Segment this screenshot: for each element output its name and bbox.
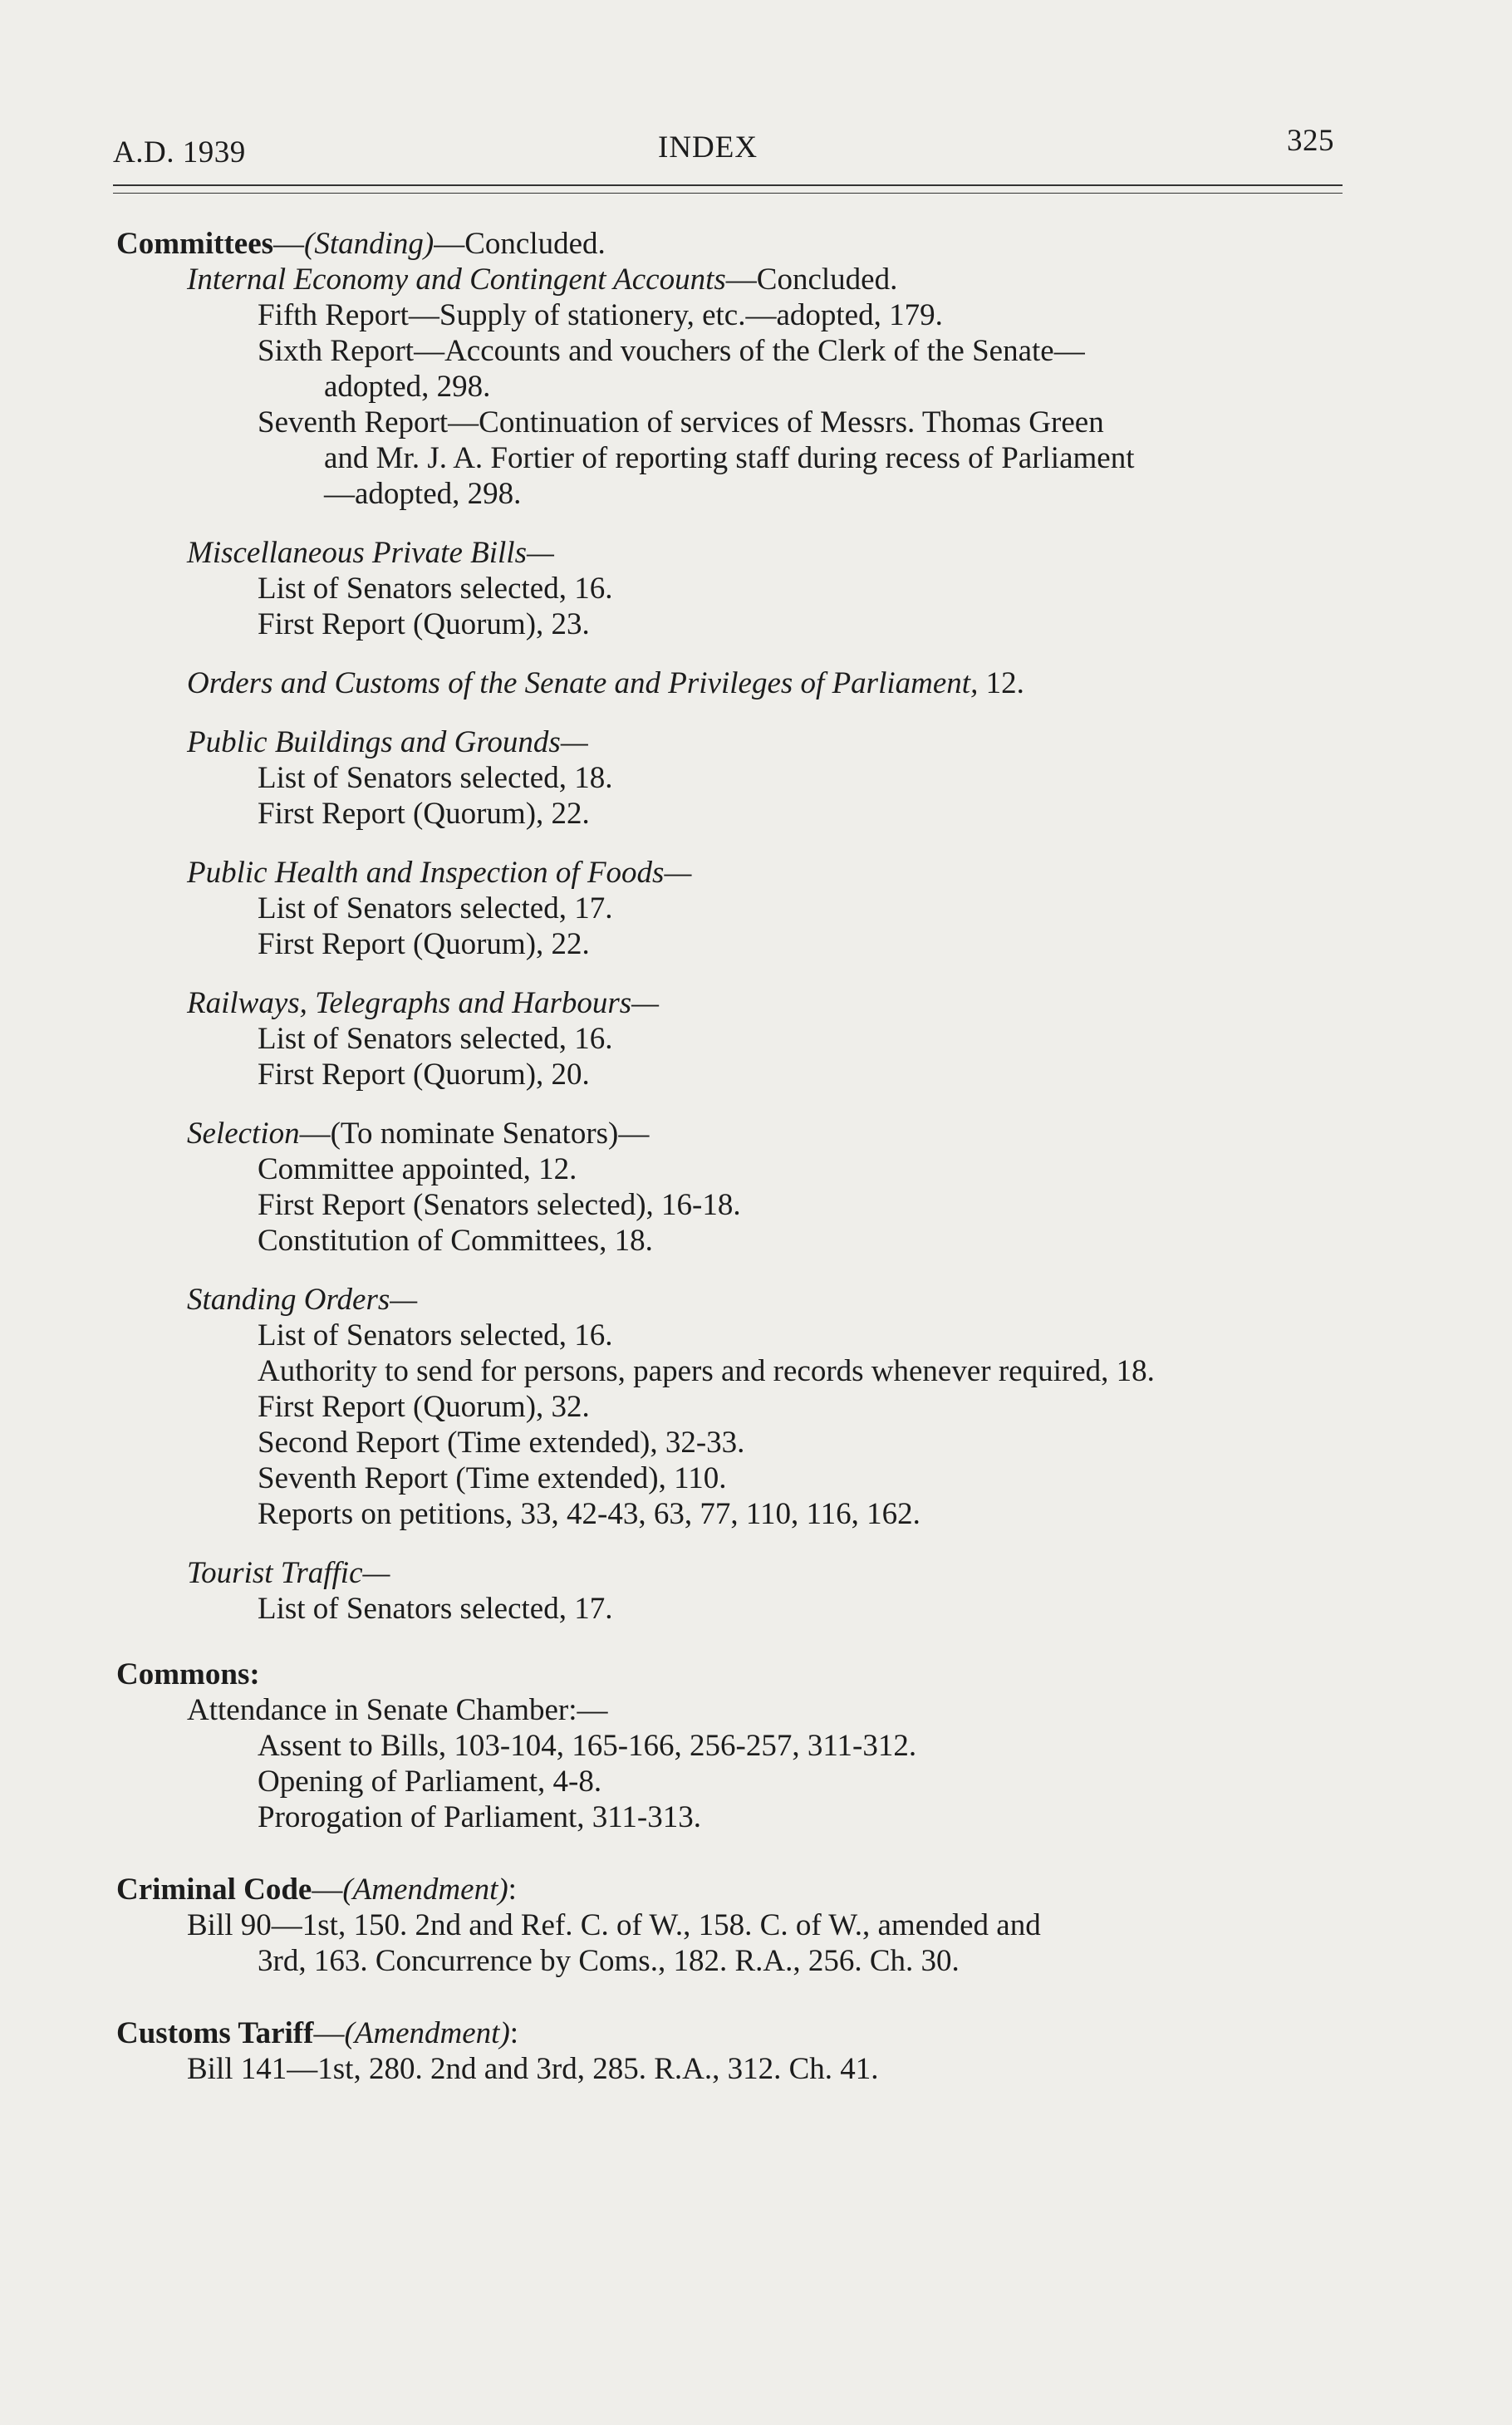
index-line: First Report (Senators selected), 16-18. bbox=[258, 1188, 741, 1222]
index-line: First Report (Quorum), 22. bbox=[258, 797, 590, 831]
index-line: First Report (Quorum), 22. bbox=[258, 927, 590, 961]
index-line: Fifth Report—Supply of stationery, etc.—adopted, 179. bbox=[258, 298, 943, 332]
commons-heading: Commons: bbox=[116, 1657, 260, 1691]
index-line: Committee appointed, 12. bbox=[258, 1152, 577, 1186]
index-line: and Mr. J. A. Fortier of reporting staff during recess of Parliament bbox=[324, 441, 1135, 475]
subentry-title bbox=[116, 262, 1362, 297]
subentry-title-rest: —(To nominate Senators)— bbox=[299, 1117, 650, 1151]
page-number: 325 bbox=[1287, 124, 1334, 158]
heading-italic: (Standing) bbox=[304, 227, 434, 261]
subentry-title: Public Buildings and Grounds— bbox=[187, 725, 588, 759]
header-title: INDEX bbox=[658, 130, 758, 164]
index-line: Seventh Report (Time extended), 110. bbox=[258, 1461, 727, 1495]
header-rule-thin bbox=[113, 193, 1343, 194]
index-line: List of Senators selected, 16. bbox=[258, 1318, 613, 1352]
committees-heading: Committees—(Standing)—Concluded. bbox=[116, 227, 606, 261]
index-line: List of Senators selected, 17. bbox=[258, 891, 613, 925]
subentry-title bbox=[116, 1116, 1362, 1151]
subentry-title: Tourist Traffic— bbox=[187, 1556, 390, 1590]
index-line: First Report (Quorum), 20. bbox=[258, 1058, 590, 1092]
page-header bbox=[113, 123, 1334, 181]
index-content bbox=[116, 226, 1362, 2087]
subentry-title-rest: —Concluded. bbox=[725, 263, 898, 297]
index-line: —adopted, 298. bbox=[324, 477, 522, 511]
index-line: First Report (Quorum), 23. bbox=[258, 607, 590, 641]
index-line: Bill 90—1st, 150. 2nd and Ref. C. of W., 158. C. of W., amended and bbox=[187, 1908, 1041, 1942]
index-line: First Report (Quorum), 32. bbox=[258, 1390, 590, 1424]
index-line: Second Report (Time extended), 32-33. bbox=[258, 1426, 745, 1460]
index-line: adopted, 298. bbox=[324, 370, 491, 404]
header-rule bbox=[113, 184, 1343, 186]
index-line: Seventh Report—Continuation of services of Messrs. Thomas Green bbox=[258, 405, 1104, 439]
subentry-title bbox=[116, 665, 1362, 701]
subentry-title-text: Selection bbox=[187, 1117, 300, 1151]
subentry-title-text: Orders and Customs of the Senate and Privileges of Parliament, bbox=[187, 666, 979, 700]
heading-rest: : bbox=[508, 1873, 517, 1907]
heading-label: Criminal Code bbox=[116, 1873, 312, 1907]
heading-rest: —Concluded. bbox=[434, 227, 606, 261]
index-line: List of Senators selected, 16. bbox=[258, 1022, 613, 1056]
subentry-title-rest: 12. bbox=[978, 666, 1024, 700]
index-line: Opening of Parliament, 4-8. bbox=[258, 1765, 602, 1799]
heading-label: Committees bbox=[116, 227, 274, 261]
index-line: 3rd, 163. Concurrence by Coms., 182. R.A., 256. Ch. 30. bbox=[258, 1944, 960, 1978]
heading-rest: : bbox=[509, 2016, 519, 2050]
subentry-title-text: Internal Economy and Contingent Accounts bbox=[187, 263, 726, 297]
index-line: Bill 141—1st, 280. 2nd and 3rd, 285. R.A., 312. Ch. 41. bbox=[187, 2052, 879, 2086]
heading-italic: (Amendment) bbox=[344, 2016, 510, 2050]
index-line: Reports on petitions, 33, 42-43, 63, 77, 110, 116, 162. bbox=[258, 1497, 920, 1531]
index-line: List of Senators selected, 18. bbox=[258, 761, 613, 795]
subentry-title: Railways, Telegraphs and Harbours— bbox=[187, 986, 660, 1020]
index-line: Prorogation of Parliament, 311-313. bbox=[258, 1800, 702, 1834]
subentry-title: Miscellaneous Private Bills— bbox=[187, 536, 554, 570]
index-line: Sixth Report—Accounts and vouchers of the Clerk of the Senate— bbox=[258, 334, 1085, 368]
subentry-title: Attendance in Senate Chamber:— bbox=[187, 1693, 608, 1727]
header-year: A.D. 1939 bbox=[113, 135, 246, 169]
index-line: Authority to send for persons, papers and records whenever required, 18. bbox=[258, 1354, 1155, 1388]
index-line: List of Senators selected, 17. bbox=[258, 1592, 613, 1626]
index-line: List of Senators selected, 16. bbox=[258, 572, 613, 606]
index-line: Assent to Bills, 103-104, 165-166, 256-257, 311-312. bbox=[258, 1729, 917, 1763]
customs-tariff-heading: Customs Tariff—(Amendment): bbox=[116, 2016, 519, 2050]
criminal-code-heading: Criminal Code—(Amendment): bbox=[116, 1873, 517, 1907]
heading-italic: (Amendment) bbox=[342, 1873, 508, 1907]
heading-label: Customs Tariff bbox=[116, 2016, 314, 2050]
subentry-title: Standing Orders— bbox=[187, 1283, 418, 1317]
index-line: Constitution of Committees, 18. bbox=[258, 1224, 653, 1258]
subentry-title: Public Health and Inspection of Foods— bbox=[187, 856, 692, 890]
